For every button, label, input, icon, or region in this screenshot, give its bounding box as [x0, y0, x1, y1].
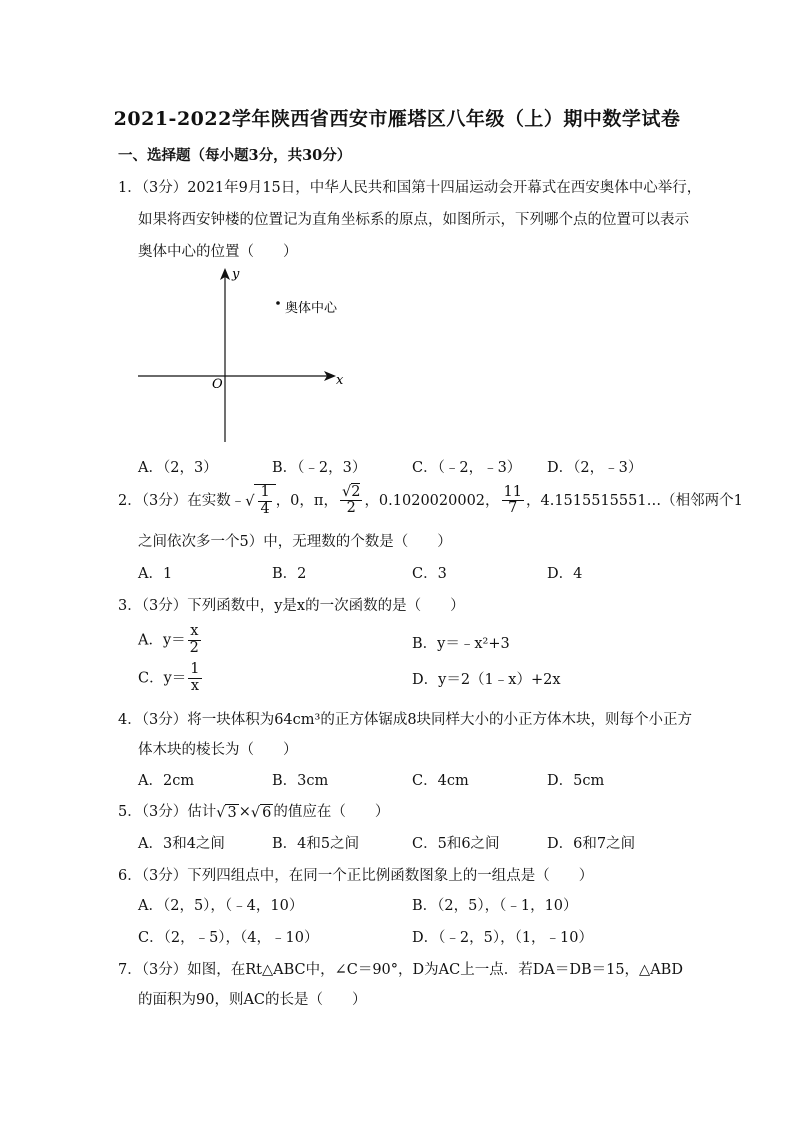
q6-option-c: C．（2，﹣5），（4，﹣10） — [138, 930, 319, 946]
point-label: 奥体中心 — [285, 301, 338, 316]
q3-option-d: D．y＝2（1﹣x）+2x — [412, 672, 561, 688]
q3-line-1: 3．（3分）下列函数中，y是x的一次函数的是（ ） — [118, 598, 465, 614]
q1-line-2: 如果将西安钟楼的位置记为直角坐标系的原点，如图所示，下列哪个点的位置可以表示 — [138, 212, 689, 228]
q4-option-a: A．2cm — [138, 773, 195, 789]
q2-fraction-11-7 — [502, 485, 524, 518]
q2-frac2-rad: 2 — [351, 483, 361, 500]
q3-option-c — [138, 662, 204, 695]
q4-option-b: B．3cm — [272, 773, 329, 789]
q5-rad-2: 6 — [262, 804, 272, 821]
q3-option-c-fraction — [188, 662, 201, 695]
q7-line-1: 7．（3分）如图，在Rt△ABC中，∠C＝90°，D为AC上一点．若DA＝DB＝15，△ABD — [118, 962, 683, 978]
q2-option-c: C．3 — [412, 566, 447, 582]
q2-sqrt-fraction: √ $\frac{1}{4}$ — [245, 484, 275, 518]
q6-option-a: A．（2，5），（﹣4，10） — [138, 898, 304, 914]
q3-option-c-num: 1 — [190, 661, 200, 677]
q1-option-d: D．（2，﹣3） — [547, 460, 643, 476]
q7-line-2: 的面积为90，则AC的长是（ ） — [138, 992, 367, 1008]
q3-option-c-den: x — [190, 677, 199, 694]
q6-option-d: D．（﹣2，5），（1，﹣10） — [412, 930, 594, 946]
section-heading: 一、选择题（每小题3分，共30分） — [118, 147, 352, 164]
q3-option-a-den: 2 — [189, 639, 199, 656]
q3-option-a-fraction — [188, 624, 201, 657]
q2-line-2: 之间依次多一个5）中，无理数的个数是（ ） — [138, 534, 452, 550]
q2-sqrt2-fraction: $\frac{√2}{2}$ — [341, 483, 361, 517]
q2-mid-1: ，0，π， — [275, 492, 338, 509]
olympic-center-point — [276, 301, 280, 305]
q3-option-a — [138, 624, 203, 657]
q1-line-3: 奥体中心的位置（ ） — [138, 244, 298, 260]
q5-suffix: 的值应在（ ） — [273, 804, 390, 820]
coordinate-axes — [130, 262, 360, 448]
q2-option-a: A．1 — [138, 566, 173, 582]
x-axis-label: x — [336, 373, 344, 388]
q4-line-2: 体木块的棱长为（ ） — [138, 742, 298, 758]
q1-line-1: 1．（3分）2021年9月15日，中华人民共和国第十四届运动会开幕式在西安奥体中心举行， — [118, 180, 702, 196]
q5-option-d: D．6和7之间 — [547, 836, 636, 852]
q5-times: × — [238, 804, 251, 820]
q2-frac3-den: 7 — [508, 500, 518, 517]
q3-option-a-num: x — [188, 624, 201, 641]
q3-option-b: B．y＝﹣x²+3 — [412, 636, 510, 652]
q5-prefix: 5．（3分）估计 — [118, 804, 217, 820]
y-axis-label: y — [232, 267, 240, 282]
q2-frac1-den: 4 — [260, 500, 270, 517]
q3-option-c-prefix: C．y＝ — [138, 670, 187, 687]
page-title: 2021-2022学年陕西省西安市雁塔区八年级（上）期中数学试卷 — [113, 108, 681, 130]
q2-option-d: D．4 — [547, 566, 583, 582]
q1-option-b: B．（﹣2，3） — [272, 460, 367, 476]
q4-option-c: C．4cm — [412, 773, 469, 789]
q2-prefix: 2．（3分）在实数﹣ — [118, 492, 246, 509]
q2-frac3-num: 11 — [503, 483, 522, 500]
q5-sqrt-3: √ 3 — [216, 804, 237, 821]
q2-frac2-den: 2 — [346, 500, 356, 517]
q3-option-a-prefix: A．y＝ — [138, 632, 186, 649]
q2-option-b: B．2 — [272, 566, 307, 582]
q5-line-1 — [118, 800, 389, 821]
q2-suffix: ，4.1515515551…（相邻两个1 — [525, 492, 743, 509]
q4-line-1: 4．（3分）将一块体积为64cm³的正方体锯成8块同样大小的小正方体木块，则每个小正方 — [118, 712, 693, 728]
q5-sqrt-6: √ 6 — [250, 804, 272, 821]
origin-label: O — [212, 377, 223, 392]
q5-option-c: C．5和6之间 — [412, 836, 500, 852]
q1-option-a: A．（2，3） — [138, 460, 218, 476]
q2-frac1-num: 1 — [260, 484, 270, 500]
q5-option-a: A．3和4之间 — [138, 836, 225, 852]
coordinate-figure — [130, 262, 360, 448]
q4-option-d: D．5cm — [547, 773, 605, 789]
q6-option-b: B．（2，5），（﹣1，10） — [412, 898, 578, 914]
q6-line-1: 6．（3分）下列四组点中，在同一个正比例函数图象上的一组点是（ ） — [118, 868, 594, 884]
q5-rad-1: 3 — [227, 804, 237, 821]
q2-mid-2: ，0.1020020002， — [364, 492, 500, 509]
q5-option-b: B．4和5之间 — [272, 836, 360, 852]
q1-option-c: C．（﹣2，﹣3） — [412, 460, 522, 476]
q2-line-1 — [118, 484, 743, 518]
